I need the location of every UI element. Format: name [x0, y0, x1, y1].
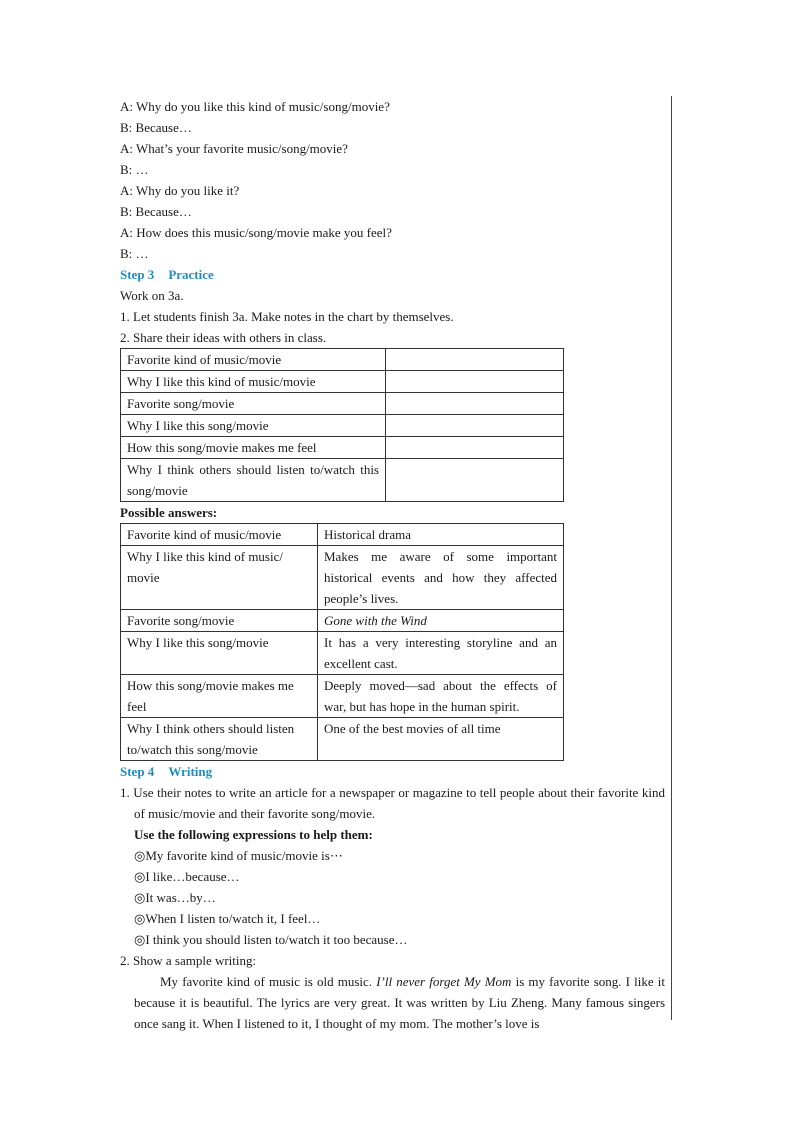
- expressions-heading: Use the following expressions to help them:: [134, 827, 373, 842]
- step4-title: Writing: [168, 764, 213, 779]
- song-title: I’ll never forget My Mom: [376, 974, 512, 989]
- table-row: [121, 459, 564, 502]
- step3-title: Practice: [168, 267, 214, 282]
- step4-item: 2. Show a sample writing:: [120, 953, 257, 968]
- dialogue-line: B: Because…: [120, 120, 192, 135]
- answer-value: [318, 610, 564, 632]
- table-row: [121, 393, 564, 415]
- answers-table: [120, 523, 564, 761]
- page-margin-rule: [671, 96, 672, 1020]
- step3-item: 2. Share their ideas with others in class.: [120, 330, 327, 345]
- step3-item: 1. Let students finish 3a. Make notes in the chart by themselves.: [120, 309, 454, 324]
- dialogue-line: B: …: [120, 246, 149, 261]
- table-row: [121, 546, 564, 610]
- answer-prompt: Why I like this kind of music/ movie: [121, 546, 318, 610]
- answer-value: One of the best movies of all time: [318, 718, 564, 761]
- answer-value: Deeply moved—sad about the effects of war, but has hope in the human spirit.: [318, 675, 564, 718]
- expression-item: ◎I like…because…: [134, 869, 240, 884]
- answer-value: It has a very interesting storyline and an excellent cast.: [318, 632, 564, 675]
- answer-value: Historical drama: [318, 524, 564, 546]
- notes-chart: [120, 348, 564, 502]
- movie-title: Gone with the Wind: [324, 613, 427, 628]
- table-row: [121, 632, 564, 675]
- answer-prompt: Why I like this song/movie: [121, 632, 318, 675]
- chart-blank-cell: [386, 349, 564, 371]
- chart-prompt: Why I think others should listen to/watch this song/movie: [121, 459, 386, 502]
- dialogue-line: B: …: [120, 162, 149, 177]
- step4-label: Step 4: [120, 764, 155, 779]
- answer-prompt: Favorite kind of music/movie: [121, 524, 318, 546]
- dialogue-block: [120, 96, 665, 264]
- chart-blank-cell: [386, 415, 564, 437]
- answer-prompt: Favorite song/movie: [121, 610, 318, 632]
- table-row: [121, 349, 564, 371]
- chart-prompt: Why I like this kind of music/movie: [121, 371, 386, 393]
- chart-blank-cell: [386, 459, 564, 502]
- table-row: [121, 524, 564, 546]
- step3-intro: Work on 3a.: [120, 288, 184, 303]
- table-row: [121, 718, 564, 761]
- dialogue-line: A: Why do you like this kind of music/song/movie?: [120, 99, 390, 114]
- chart-blank-cell: [386, 437, 564, 459]
- table-row: [121, 437, 564, 459]
- dialogue-line: B: Because…: [120, 204, 192, 219]
- chart-prompt: Why I like this song/movie: [121, 415, 386, 437]
- table-row: [121, 415, 564, 437]
- sample-text: is my favorite song. I like it because it is beautiful. The lyrics are very great. It was written by Liu Zheng. Many famous singers once sang it. When I listened to it, I thought of my mom. The mother’s love is: [134, 974, 666, 1031]
- step3-label: Step 3: [120, 267, 155, 282]
- possible-answers-label: Possible answers:: [120, 505, 218, 520]
- chart-blank-cell: [386, 393, 564, 415]
- sample-text: My favorite kind of music is old music.: [160, 974, 377, 989]
- expression-item: ◎My favorite kind of music/movie is⋯: [134, 848, 343, 863]
- chart-prompt: Favorite song/movie: [121, 393, 386, 415]
- table-row: [121, 675, 564, 718]
- table-row: [121, 371, 564, 393]
- answer-prompt: How this song/movie makes me feel: [121, 675, 318, 718]
- chart-prompt: How this song/movie makes me feel: [121, 437, 386, 459]
- chart-prompt: Favorite kind of music/movie: [121, 349, 386, 371]
- step3-heading: [120, 264, 665, 285]
- dialogue-line: A: How does this music/song/movie make you feel?: [120, 225, 392, 240]
- answer-prompt: Why I think others should listen to/watch this song/movie: [121, 718, 318, 761]
- step4-item: 1. Use their notes to write an article for a newspaper or magazine to tell people about their favorite kind of music/movie and their favorite song/movie.: [120, 785, 665, 821]
- expression-item: ◎When I listen to/watch it, I feel…: [134, 911, 321, 926]
- answer-value: Makes me aware of some important historical events and how they affected people’s lives.: [318, 546, 564, 610]
- expression-item: ◎It was…by…: [134, 890, 216, 905]
- expression-item: ◎I think you should listen to/watch it too because…: [134, 932, 408, 947]
- chart-blank-cell: [386, 371, 564, 393]
- sample-writing: [120, 971, 665, 1034]
- lesson-content: [120, 96, 665, 1034]
- dialogue-line: A: Why do you like it?: [120, 183, 240, 198]
- step4-heading: [120, 761, 665, 782]
- table-row: [121, 610, 564, 632]
- dialogue-line: A: What’s your favorite music/song/movie?: [120, 141, 348, 156]
